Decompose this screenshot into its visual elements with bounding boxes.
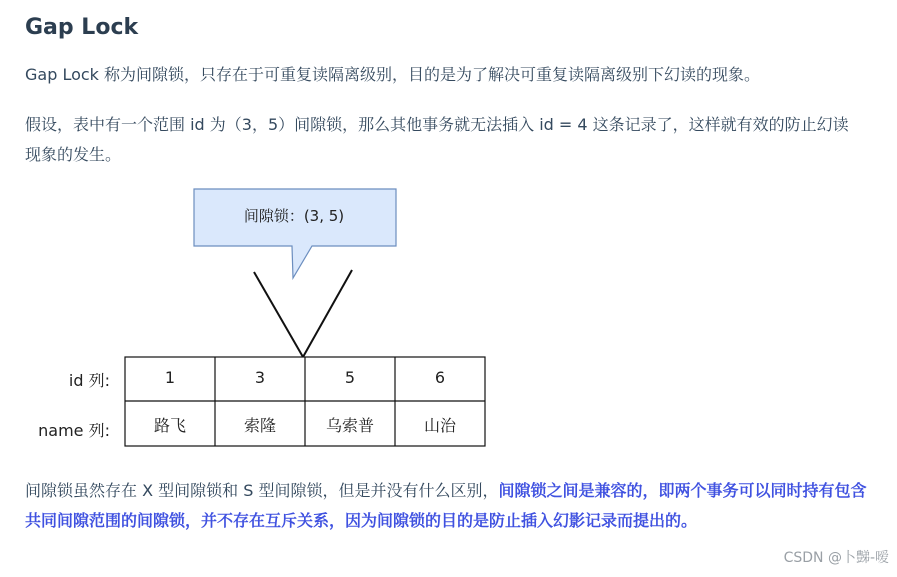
id-cell: 3 (254, 368, 266, 387)
gap-line-left (254, 272, 303, 357)
row-label-name: name 列: (38, 421, 110, 440)
name-cell: 路飞 (153, 416, 186, 435)
section-heading: Gap Lock (25, 15, 139, 40)
name-cell: 索隆 (243, 416, 276, 435)
compatibility-paragraph (25, 476, 875, 536)
callout-label: 间隙锁：(3, 5) (243, 207, 345, 225)
compatibility-plain-text: 间隙锁虽然存在 X 型间隙锁和 S 型间隙锁，但是并没有什么区别， (25, 481, 499, 500)
id-cell: 5 (344, 368, 356, 387)
csdn-watermark: CSDN @卜豑-嗳 (783, 550, 889, 566)
example-paragraph: 假设，表中有一个范围 id 为（3，5）间隙锁，那么其他事务就无法插入 id = 4 这条记录了，这样就有效的防止幻读现象的发生。 (25, 115, 849, 164)
name-cell: 山治 (423, 416, 456, 435)
id-cell: 1 (164, 368, 176, 387)
gap-lock-diagram (0, 180, 520, 450)
gap-line-right (303, 270, 352, 357)
row-label-id: id 列: (68, 371, 110, 390)
id-cell: 6 (434, 368, 446, 387)
name-cell: 乌索普 (325, 416, 374, 435)
intro-paragraph: Gap Lock 称为间隙锁，只存在于可重复读隔离级别，目的是为了解决可重复读隔离级别下幻读的现象。 (25, 65, 761, 84)
compatibility-highlight-text: 间隙锁之间是兼容的，即两个事务可以同时持有包含共同间隙范围的间隙锁，并不存在互斥关系，因为间隙锁的目的是防止插入幻影记录而提出的。 (25, 481, 867, 530)
